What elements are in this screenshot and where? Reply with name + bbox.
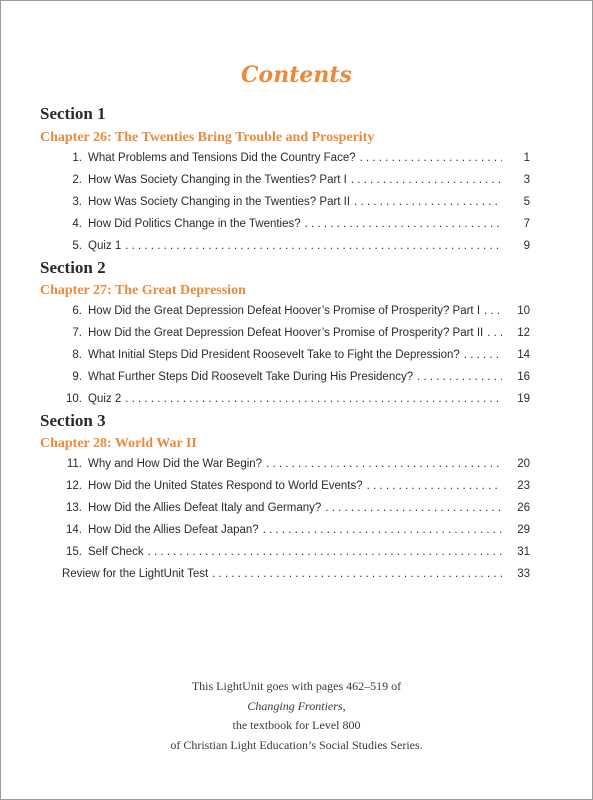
section-heading-3: Section 3	[40, 411, 106, 430]
dot-leader	[125, 240, 502, 252]
footer-line: the textbook for Level 800	[232, 718, 361, 732]
entry-page-number: 14	[517, 349, 530, 361]
entry-title: Quiz 2	[88, 393, 122, 405]
entry-title: Why and How Did the War Begin?	[88, 458, 263, 470]
entry-page-number: 9	[523, 240, 530, 252]
toc-entry[interactable]	[62, 480, 530, 498]
entry-number: 11.	[66, 458, 82, 470]
toc-entry[interactable]	[62, 371, 530, 389]
toc-entry[interactable]	[62, 393, 530, 411]
dot-leader	[360, 152, 502, 164]
entry-number: 5.	[72, 240, 82, 252]
toc-entry[interactable]	[62, 327, 530, 345]
toc-entry[interactable]	[62, 502, 530, 520]
dot-leader	[354, 196, 502, 208]
entry-title: How Was Society Changing in the Twenties? Part II	[88, 196, 351, 208]
entry-number: 10.	[66, 393, 82, 405]
dot-leader	[325, 502, 502, 514]
entry-number: 4.	[72, 218, 82, 230]
entry-title: How Was Society Changing in the Twenties? Part I	[88, 174, 347, 186]
entry-page-number: 10	[517, 305, 530, 317]
entry-page-number: 16	[517, 371, 530, 383]
entry-page-number: 5	[523, 196, 530, 208]
dot-leader	[367, 480, 502, 492]
toc-entry[interactable]	[62, 546, 530, 564]
entry-number: 13.	[66, 502, 82, 514]
entry-title: How Did the Great Depression Defeat Hoover’s Promise of Prosperity? Part II	[88, 327, 484, 339]
toc-entry[interactable]	[62, 196, 530, 214]
entry-title: Review for the LightUnit Test	[62, 568, 209, 580]
toc-entry[interactable]	[62, 174, 530, 192]
entry-page-number: 12	[517, 327, 530, 339]
entry-page-number: 3	[523, 174, 530, 186]
footer-textbook-title: Changing Frontiers,	[247, 698, 346, 713]
entry-page-number: 19	[517, 393, 530, 405]
dot-leader	[212, 568, 502, 580]
entry-number: 1.	[72, 152, 82, 164]
entry-title: Quiz 1	[88, 240, 122, 252]
entry-page-number: 29	[517, 524, 530, 536]
entry-title: How Did the Allies Defeat Japan?	[88, 524, 259, 536]
toc-entry[interactable]	[62, 524, 530, 542]
entry-number: 14.	[66, 524, 82, 536]
entry-page-number: 31	[517, 546, 530, 558]
section-heading-1: Section 1	[40, 104, 106, 123]
entry-title: What Initial Steps Did President Roosevelt Take to Fight the Depression?	[88, 349, 460, 361]
entry-number: 7.	[72, 327, 82, 339]
footer-line: of Christian Light Education’s Social Studies Series.	[170, 737, 423, 752]
entry-title: How Did the Great Depression Defeat Hoover’s Promise of Prosperity? Part I	[88, 305, 481, 317]
toc-entry[interactable]	[62, 349, 530, 367]
toc-entry[interactable]	[62, 458, 530, 476]
entry-title: How Did the Allies Defeat Italy and Germany?	[88, 502, 322, 514]
entry-number: 8.	[72, 349, 82, 361]
entry-number: 2.	[72, 174, 82, 186]
chapter-heading-27: Chapter 27: The Great Depression	[40, 283, 246, 298]
entry-title: What Problems and Tensions Did the Country Face?	[88, 152, 356, 164]
dot-leader	[305, 218, 502, 230]
toc-entry[interactable]	[62, 305, 530, 323]
entry-number: 12.	[66, 480, 82, 492]
entry-number: 6.	[72, 305, 82, 317]
entry-title: How Did Politics Change in the Twenties?	[88, 218, 301, 230]
dot-leader	[417, 371, 502, 383]
entry-page-number: 1	[523, 152, 530, 164]
footer-line: This LightUnit goes with pages 462–519 of	[191, 679, 402, 693]
toc-entry[interactable]	[62, 240, 530, 258]
entry-number: 3.	[72, 196, 82, 208]
entry-page-number: 7	[523, 218, 530, 230]
toc-entry[interactable]	[62, 218, 530, 236]
entry-page-number: 33	[517, 568, 530, 580]
dot-leader	[125, 393, 502, 405]
dot-leader	[484, 305, 502, 317]
dot-leader	[464, 349, 502, 361]
entry-title: What Further Steps Did Roosevelt Take During His Presidency?	[88, 371, 414, 383]
footer-note	[0, 677, 593, 755]
dot-leader	[263, 524, 502, 536]
toc-entry[interactable]	[62, 152, 530, 170]
entry-page-number: 23	[517, 480, 530, 492]
entry-number: 9.	[72, 371, 82, 383]
dot-leader	[487, 327, 502, 339]
chapter-heading-28: Chapter 28: World War II	[40, 436, 197, 451]
toc-entry[interactable]	[62, 568, 530, 586]
entry-title: Self Check	[88, 546, 144, 558]
dot-leader	[148, 546, 502, 558]
dot-leader	[351, 174, 502, 186]
page-title: Contents	[241, 62, 352, 88]
section-heading-2: Section 2	[40, 258, 106, 277]
entry-number: 15.	[66, 546, 82, 558]
entry-page-number: 20	[517, 458, 530, 470]
dot-leader	[266, 458, 502, 470]
entry-title: How Did the United States Respond to World Events?	[88, 480, 363, 492]
entry-page-number: 26	[517, 502, 530, 514]
chapter-heading-26: Chapter 26: The Twenties Bring Trouble and Prosperity	[40, 130, 375, 145]
